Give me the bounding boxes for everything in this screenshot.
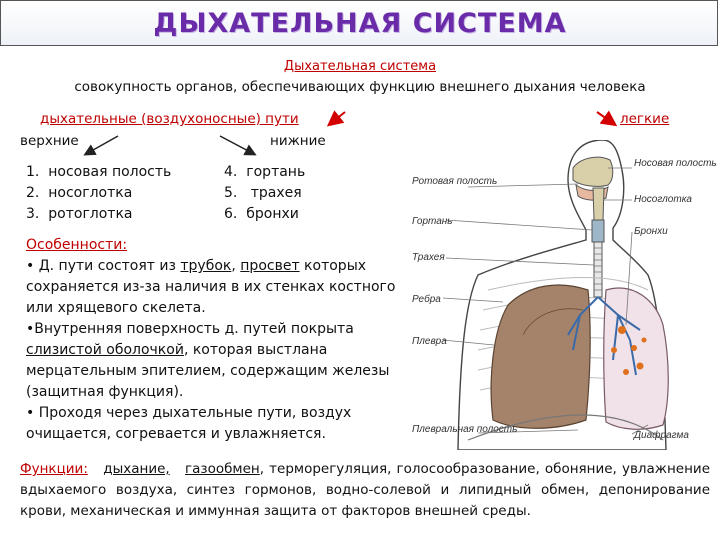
arrow-to-lower xyxy=(220,136,254,154)
label-oral-cavity: Ротовая полость xyxy=(412,176,498,187)
airways-label: дыхательные (воздухоносные) пути xyxy=(40,111,299,127)
list-item: 6. бронхи xyxy=(224,206,299,222)
upper-label: верхние xyxy=(20,133,79,149)
list-item: 4. гортань xyxy=(224,164,306,180)
label-bronchi: Бронхи xyxy=(634,226,668,237)
page-title: ДЫХАТЕЛЬНАЯ СИСТЕМА xyxy=(153,8,567,39)
label-nasal-cavity: Носовая полость xyxy=(634,158,717,169)
label-diaphragm: Диафрагма xyxy=(634,430,689,441)
feature-air-processing: • Проходя через дыхательные пути, воздух очищается, согревается и увлажняется. xyxy=(26,405,352,442)
arrow-to-lungs xyxy=(597,112,614,124)
functions-label: Функции: xyxy=(20,461,88,477)
definition-text: совокупность органов, обеспечивающих функцию внешнего дыхания человека xyxy=(74,79,646,95)
arrow-to-airways xyxy=(330,112,345,124)
label-pleural-cavity: Плевральная полость xyxy=(412,424,518,435)
functions-paragraph xyxy=(20,459,710,522)
list-item: 5. трахея xyxy=(224,185,302,201)
function-breathing: дыхание, xyxy=(103,461,170,477)
label-larynx: Гортань xyxy=(412,216,453,227)
feature-mucosa: •Внутренняя поверхность д. путей покрыта слизистой оболочкой, которая выстлана мерцательным эпителием, содержащим железы (защитная функция). xyxy=(26,321,390,400)
upper-airways-list xyxy=(26,162,171,225)
functions-rest: , терморегуляция, голосообразование, обоняние, увлажнение вдыхаемого воздуха, синтез гормонов, водно-солевой и липидный обмен, депонирование крови, механическая и иммунная защита от факторов внешней среды. xyxy=(20,461,711,519)
label-nasopharynx: Носоглотка xyxy=(634,194,692,205)
list-item: 1. носовая полость xyxy=(26,164,172,180)
label-trachea: Трахея xyxy=(412,252,445,263)
features-block xyxy=(26,235,406,445)
function-gas-exchange: газообмен xyxy=(185,461,260,477)
feature-tubes: • Д. пути состоят из трубок, просвет которых сохраняется из-за наличия в их стенках костного или хрящевого скелета. xyxy=(26,258,396,316)
lower-label: нижние xyxy=(270,133,326,149)
branch-arrows xyxy=(0,0,720,160)
list-item: 3. ротоглотка xyxy=(26,206,133,222)
respiratory-anatomy-diagram xyxy=(408,140,718,450)
lower-airways-list xyxy=(224,162,305,225)
features-heading: Особенности: xyxy=(26,237,128,253)
label-ribs: Ребра xyxy=(412,294,441,305)
arrow-to-upper xyxy=(86,136,118,154)
lungs-label: легкие xyxy=(620,111,670,127)
list-item: 2. носоглотка xyxy=(26,185,133,201)
definition-term: Дыхательная система xyxy=(283,59,437,74)
label-pleura: Плевра xyxy=(412,336,447,347)
